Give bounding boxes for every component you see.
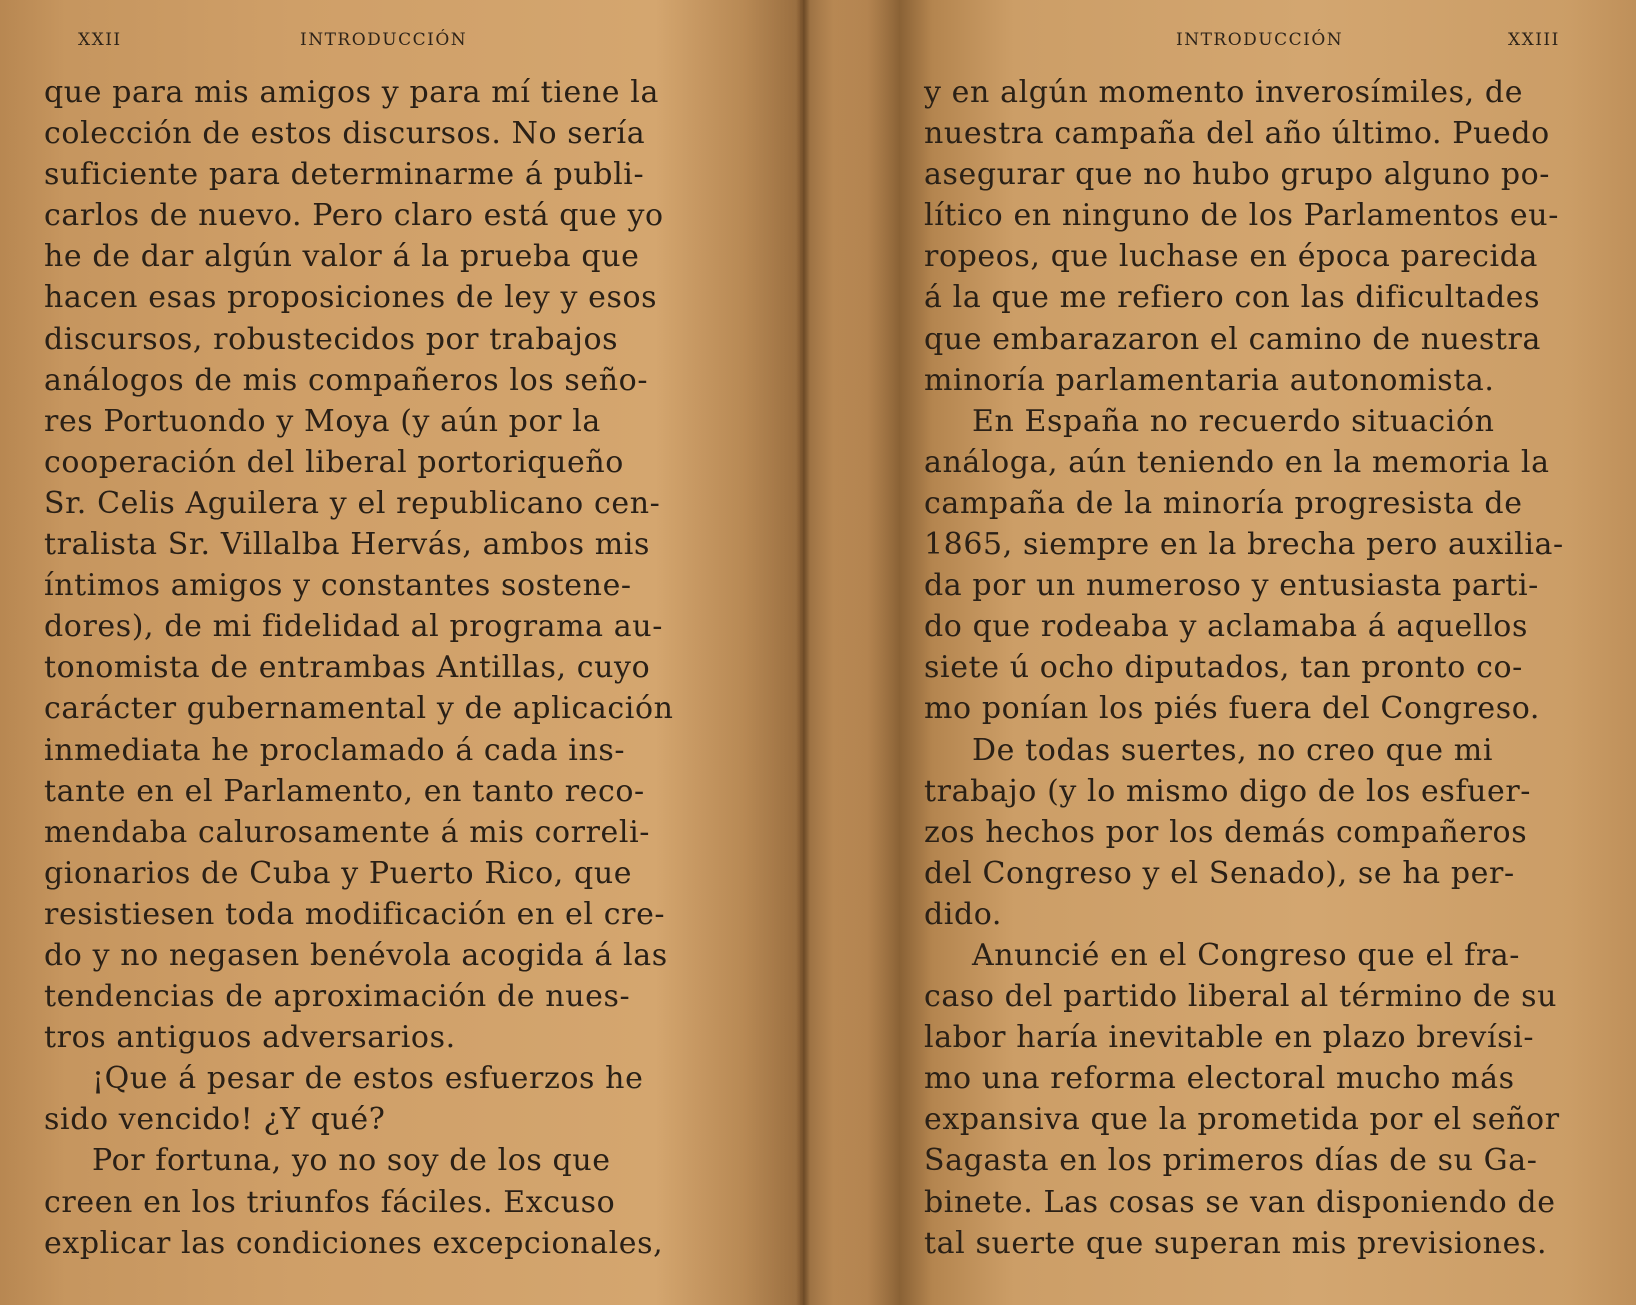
text-line: asegurar que no hubo grupo alguno po-	[924, 157, 1551, 193]
text-line: trabajo (y lo mismo digo de los esfuer-	[924, 773, 1532, 809]
text-line: do que rodeaba y aclamaba á aquellos	[924, 609, 1528, 645]
text-line: que embarazaron el camino de nuestra	[924, 321, 1541, 357]
text-line: sido vencido! ¿Y qué?	[44, 1102, 386, 1138]
right-page-text	[924, 72, 1590, 1264]
text-line: do y no negasen benévola acogida á las	[44, 937, 668, 973]
text-line: binete. Las cosas se van disponiendo de	[924, 1184, 1556, 1220]
text-line: mo ponían los piés fuera del Congreso.	[924, 691, 1540, 727]
text-line: explicar las condiciones excepcionales,	[44, 1225, 664, 1261]
text-line: zos hechos por los demás compañeros	[924, 814, 1528, 850]
text-line: tros antiguos adversarios.	[44, 1020, 456, 1056]
text-line: nuestra campaña del año último. Puedo	[924, 116, 1550, 152]
text-line: da por un numeroso y entusiasta parti-	[924, 568, 1539, 604]
text-line: que para mis amigos y para mí tiene la	[44, 75, 659, 110]
text-line: 1865, siempre en la brecha pero auxilia-	[924, 527, 1564, 563]
text-line: íntimos amigos y constantes sostene-	[44, 568, 632, 604]
text-line: lítico en ninguno de los Parlamentos eu-	[924, 198, 1559, 234]
text-line: hacen esas proposiciones de ley y esos	[44, 280, 658, 316]
text-line: tralista Sr. Villalba Hervás, ambos mis	[44, 527, 650, 563]
text-line: he de dar algún valor á la prueba que	[44, 239, 640, 275]
text-line: creen en los triunfos fáciles. Excuso	[44, 1184, 616, 1220]
text-line: dido.	[924, 896, 1003, 932]
text-line: tal suerte que superan mis previsiones.	[924, 1225, 1548, 1261]
text-line: carácter gubernamental y de aplicación	[44, 691, 674, 727]
text-line: siete ú ocho diputados, tan pronto co-	[924, 650, 1523, 686]
text-line: resistiesen toda modificación en el cre-	[44, 896, 666, 932]
text-line: tante en el Parlamento, en tanto reco-	[44, 773, 645, 809]
text-line: cooperación del liberal portoriqueño	[44, 444, 624, 480]
right-page-header	[800, 30, 1636, 54]
text-line: dores), de mi fidelidad al programa au-	[44, 609, 663, 645]
text-line: á la que me refiero con las dificultades	[924, 280, 1541, 316]
text-line: Sr. Celis Aguilera y el republicano cen-	[44, 485, 661, 521]
text-line: y en algún momento inverosímiles, de	[924, 75, 1524, 110]
left-page	[0, 0, 800, 1305]
text-line: colección de estos discursos. No sería	[44, 116, 646, 152]
text-line: discursos, robustecidos por trabajos	[44, 321, 619, 357]
text-line: ropeos, que luchase en época parecida	[924, 239, 1539, 275]
text-line: inmediata he proclamado á cada ins-	[44, 732, 626, 768]
text-line: mendaba calurosamente á mis correli-	[44, 814, 651, 850]
text-line: En España no recuerdo situación	[972, 403, 1495, 439]
text-line: Por fortuna, yo no soy de los que	[92, 1143, 611, 1179]
text-line: ¡Que á pesar de estos esfuerzos he	[92, 1061, 644, 1097]
text-line: del Congreso y el Senado), se ha per-	[924, 855, 1515, 891]
text-line: mo una reforma electoral mucho más	[924, 1061, 1515, 1097]
text-line: labor haría inevitable en plazo brevísi-	[924, 1020, 1535, 1056]
right-running-head: INTRODUCCIÓN	[1176, 30, 1344, 50]
text-line: análoga, aún teniendo en la memoria la	[924, 444, 1550, 480]
text-line: campaña de la minoría progresista de	[924, 485, 1523, 521]
text-line: Sagasta en los primeros días de su Ga-	[924, 1143, 1538, 1179]
text-line: tendencias de aproximación de nues-	[44, 979, 631, 1015]
text-line: Anuncié en el Congreso que el fra-	[972, 937, 1521, 973]
left-page-number: XXII	[78, 30, 122, 50]
left-running-head: INTRODUCCIÓN	[300, 30, 468, 50]
text-line: expansiva que la prometida por el señor	[924, 1102, 1560, 1138]
text-line: De todas suertes, no creo que mi	[972, 732, 1494, 768]
text-line: tonomista de entrambas Antillas, cuyo	[44, 650, 651, 686]
text-line: caso del partido liberal al término de su	[924, 979, 1558, 1015]
left-page-text	[44, 72, 734, 1264]
text-line: carlos de nuevo. Pero claro está que yo	[44, 198, 664, 234]
text-line: análogos de mis compañeros los seño-	[44, 362, 649, 398]
text-line: minoría parlamentaria autonomista.	[924, 362, 1495, 398]
text-line: res Portuondo y Moya (y aún por la	[44, 403, 601, 439]
right-page	[800, 0, 1636, 1305]
left-page-header	[0, 30, 800, 54]
right-page-number: XXIII	[1508, 30, 1560, 50]
text-line: gionarios de Cuba y Puerto Rico, que	[44, 855, 633, 891]
text-line: suficiente para determinarme á publi-	[44, 157, 645, 193]
